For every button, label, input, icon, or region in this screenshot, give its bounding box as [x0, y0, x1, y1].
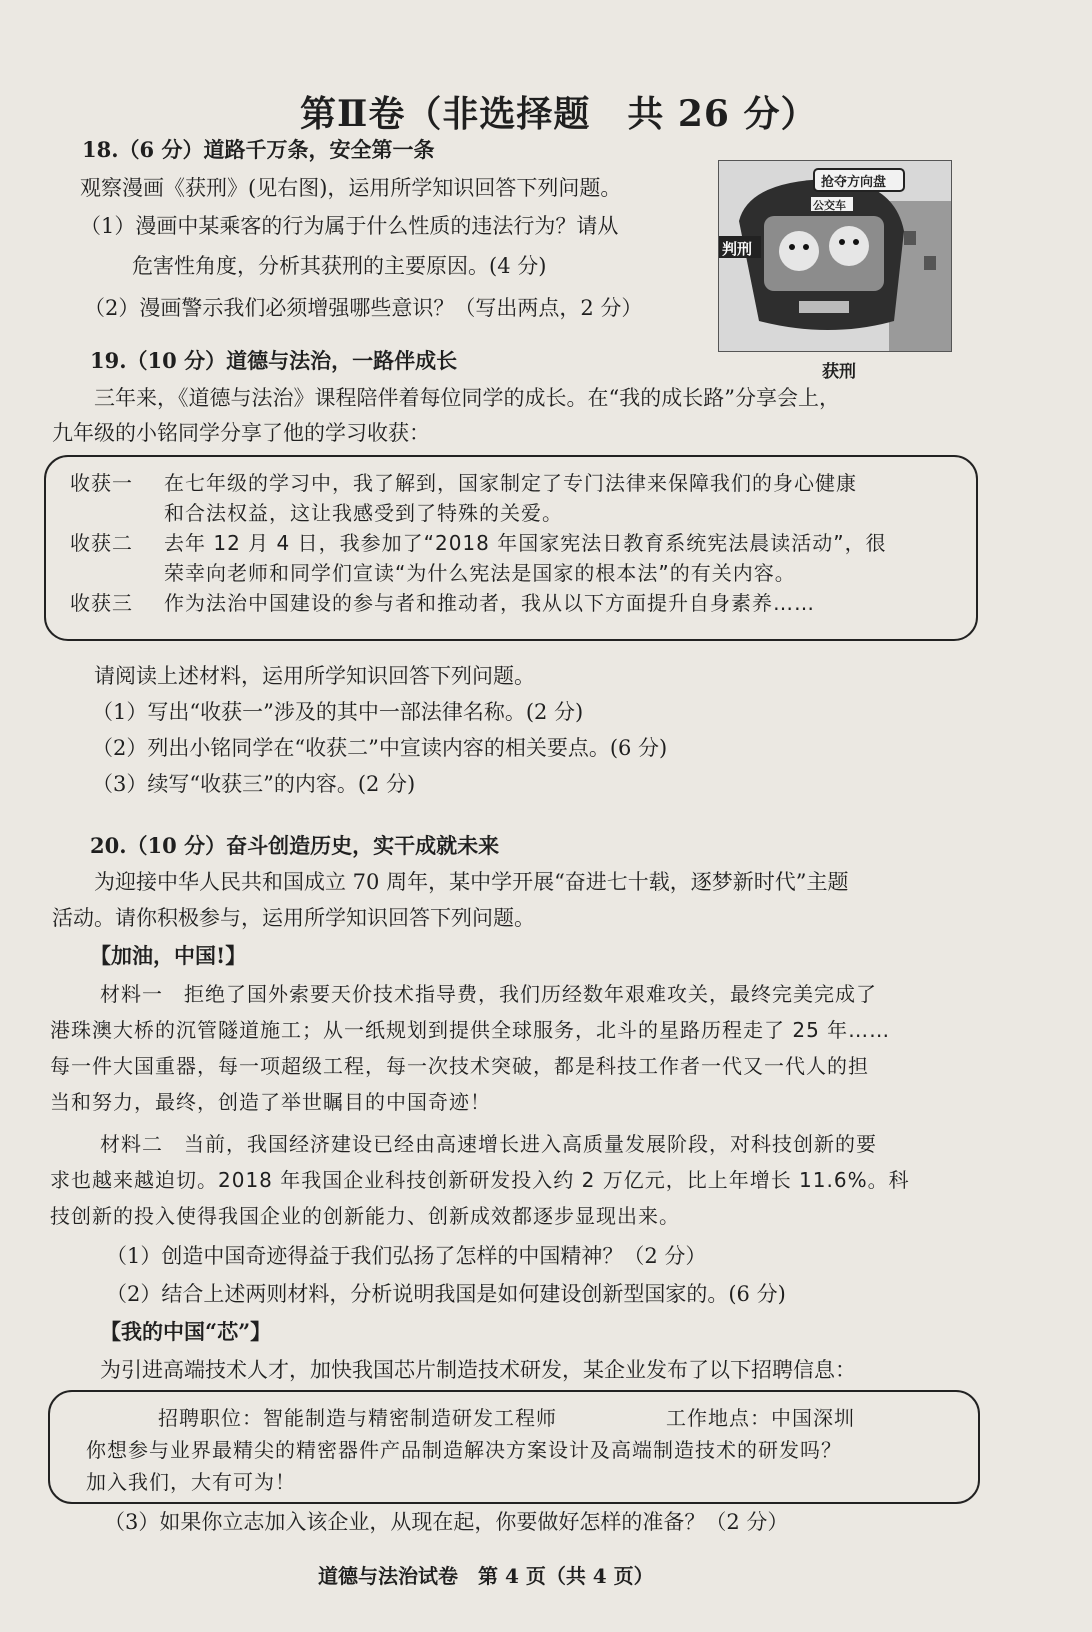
q19-sub2: （2）列出小铭同学在“收获二”中宣读内容的相关要点。(6 分) — [92, 736, 668, 760]
m1-line3: 每一件大国重器，每一项超级工程，每一次技术突破，都是科技工作者一代又一代人的担 — [50, 1054, 869, 1078]
gain2-label: 收获二 — [70, 531, 133, 555]
recruit-box — [48, 1390, 980, 1504]
q18-sub1-line1: （1）漫画中某乘客的行为属于什么性质的违法行为？请从 — [80, 214, 619, 238]
m2-line1: 材料二 当前，我国经济建设已经由高速增长进入高质量发展阶段，对科技创新的要 — [100, 1132, 877, 1156]
q20-heading: 20.（10 分）奋斗创造历史，实干成就未来 — [90, 833, 500, 858]
q19-gains-box — [44, 455, 978, 641]
q19-ask: 请阅读上述材料，运用所学知识回答下列问题。 — [94, 664, 535, 688]
comic-sign-text: 抢夺方向盘 — [821, 175, 887, 190]
m2-line2: 求也越来越迫切。2018 年我国企业科技创新研发投入约 2 万亿元，比上年增长 11.6%。科 — [50, 1168, 910, 1192]
comic-caption: 获刑 — [822, 362, 856, 382]
section-title: 第Ⅱ卷（非选择题 共 26 分） — [300, 93, 818, 135]
q20-intro-line2: 活动。请你积极参与，运用所学知识回答下列问题。 — [52, 906, 535, 930]
gain1-label: 收获一 — [70, 471, 133, 495]
recruit-line2: 你想参与业界最精尖的精密器件产品制造解决方案设计及高端制造技术的研发吗？ — [86, 1438, 842, 1462]
q18-sub1-line2: 危害性角度，分析其获刑的主要原因。(4 分) — [132, 254, 547, 278]
m1-line2: 港珠澳大桥的沉管隧道施工；从一纸规划到提供全球服务，北斗的星路历程走了 25 年…… — [50, 1018, 891, 1042]
gain3-label: 收获三 — [70, 591, 133, 615]
q19-heading: 19.（10 分）道德与法治，一路伴成长 — [90, 348, 458, 373]
q20-sub2: （2）结合上述两则材料，分析说明我国是如何建设创新型国家的。(6 分) — [106, 1282, 786, 1306]
page-footer: 道德与法治试卷 第 4 页（共 4 页） — [318, 1564, 654, 1588]
gain2-line1: 去年 12 月 4 日，我参加了“2018 年国家宪法日教育系统宪法晨读活动”，很 — [164, 531, 887, 555]
q20-intro-line1: 为迎接中华人民共和国成立 70 周年，某中学开展“奋进七十载，逐梦新时代”主题 — [94, 870, 849, 894]
comic-side-label: 判刑 — [722, 240, 753, 258]
q19-intro-line1: 三年来，《道德与法治》课程陪伴着每位同学的成长。在“我的成长路”分享会上， — [94, 386, 840, 410]
q20-recruit-intro: 为引进高端技术人才，加快我国芯片制造技术研发，某企业发布了以下招聘信息： — [100, 1358, 856, 1382]
comic-bus-label: 公交车 — [813, 199, 846, 212]
q20-sub3: （3）如果你立志加入该企业，从现在起，你要做好怎样的准备？（2 分） — [104, 1510, 789, 1534]
gain1-line1: 在七年级的学习中，我了解到，国家制定了专门法律来保障我们的身心健康 — [164, 471, 857, 495]
recruit-position: 招聘职位：智能制造与精密制造研发工程师 — [158, 1406, 557, 1430]
gain2-line2: 荣幸向老师和同学们宣读“为什么宪法是国家的根本法”的有关内容。 — [164, 561, 796, 585]
q18-intro: 观察漫画《获刑》(见右图)，运用所学知识回答下列问题。 — [80, 176, 622, 200]
q18-heading: 18.（6 分）道路千万条，安全第一条 — [82, 137, 435, 162]
q20-section1: 【加油，中国!】 — [90, 943, 247, 968]
q18-sub2: （2）漫画警示我们必须增强哪些意识？（写出两点，2 分） — [84, 296, 643, 320]
comic-image — [718, 160, 952, 352]
m2-line3: 技创新的投入使得我国企业的创新能力、创新成效都逐步显现出来。 — [50, 1204, 680, 1228]
m1-line4: 当和努力，最终，创造了举世瞩目的中国奇迹！ — [50, 1090, 491, 1114]
q19-sub3: （3）续写“收获三”的内容。(2 分) — [92, 772, 416, 796]
q20-sub1: （1）创造中国奇迹得益于我们弘扬了怎样的中国精神？（2 分） — [106, 1244, 707, 1268]
q19-intro-line2: 九年级的小铭同学分享了他的学习收获： — [52, 421, 430, 445]
recruit-location: 工作地点：中国深圳 — [666, 1406, 855, 1430]
q20-section2: 【我的中国“芯”】 — [100, 1319, 272, 1344]
m1-line1: 材料一 拒绝了国外索要天价技术指导费，我们历经数年艰难攻关，最终完美完成了 — [100, 982, 877, 1006]
recruit-line3: 加入我们，大有可为！ — [86, 1470, 296, 1494]
q19-sub1: （1）写出“收获一”涉及的其中一部法律名称。(2 分) — [92, 700, 584, 724]
gain1-line2: 和合法权益，这让我感受到了特殊的关爱。 — [164, 501, 563, 525]
gain3-line1: 作为法治中国建设的参与者和推动者，我从以下方面提升自身素养…… — [164, 591, 815, 615]
